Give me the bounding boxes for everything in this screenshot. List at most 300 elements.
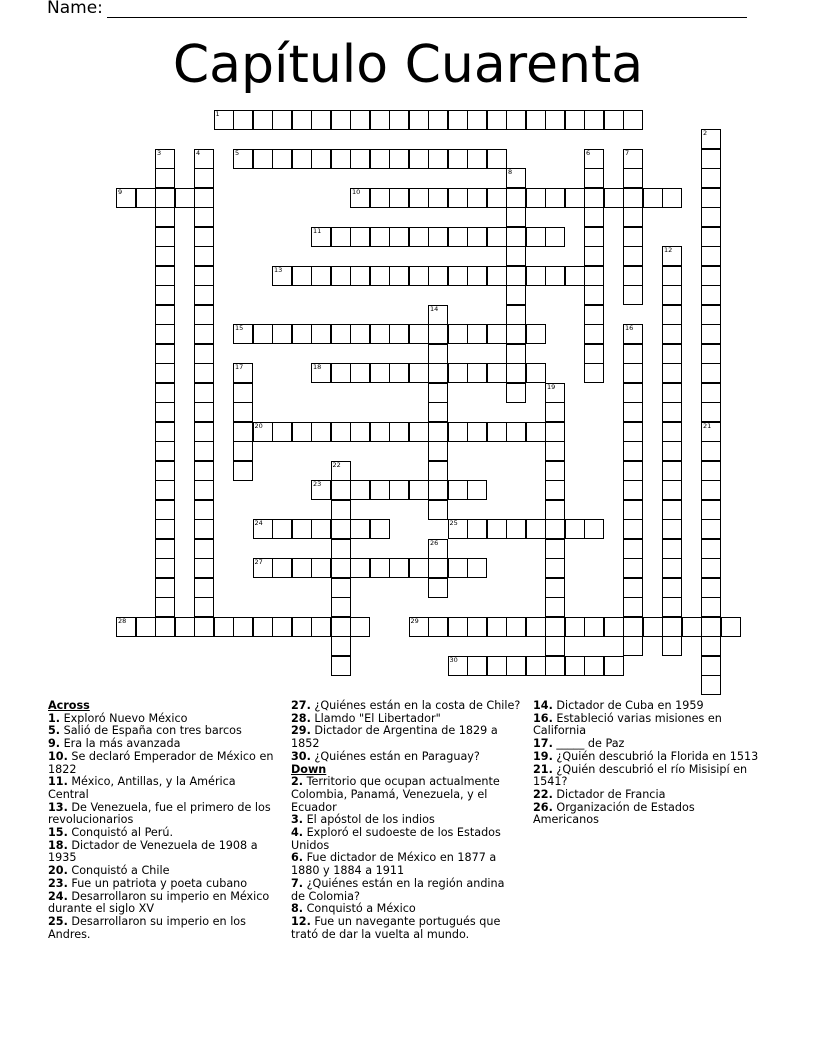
crossword-cell[interactable] <box>409 324 429 344</box>
crossword-cell[interactable] <box>467 363 487 383</box>
crossword-cell[interactable] <box>584 207 604 227</box>
crossword-cell[interactable] <box>155 246 175 266</box>
crossword-cell[interactable] <box>448 324 468 344</box>
crossword-cell[interactable] <box>155 578 175 598</box>
crossword-cell[interactable] <box>311 363 331 383</box>
crossword-cell[interactable] <box>331 110 351 130</box>
crossword-cell[interactable] <box>155 500 175 520</box>
crossword-cell[interactable] <box>253 324 273 344</box>
crossword-cell[interactable] <box>370 324 390 344</box>
crossword-cell[interactable] <box>194 461 214 481</box>
crossword-cell[interactable] <box>584 656 604 676</box>
crossword-cell[interactable] <box>545 461 565 481</box>
crossword-cell[interactable] <box>545 110 565 130</box>
crossword-cell[interactable] <box>584 227 604 247</box>
crossword-cell[interactable] <box>311 110 331 130</box>
crossword-cell[interactable] <box>506 383 526 403</box>
crossword-cell[interactable] <box>506 422 526 442</box>
crossword-cell[interactable] <box>428 578 448 598</box>
crossword-cell[interactable] <box>155 539 175 559</box>
crossword-cell[interactable] <box>623 149 643 169</box>
crossword-cell[interactable] <box>506 363 526 383</box>
crossword-cell[interactable] <box>428 110 448 130</box>
crossword-cell[interactable] <box>662 305 682 325</box>
crossword-cell[interactable] <box>292 324 312 344</box>
crossword-cell[interactable] <box>526 324 546 344</box>
crossword-cell[interactable] <box>467 324 487 344</box>
crossword-cell[interactable] <box>448 149 468 169</box>
crossword-cell[interactable] <box>428 344 448 364</box>
crossword-cell[interactable] <box>253 422 273 442</box>
crossword-cell[interactable] <box>409 363 429 383</box>
crossword-cell[interactable] <box>331 617 351 637</box>
crossword-cell[interactable] <box>292 266 312 286</box>
crossword-cell[interactable] <box>448 656 468 676</box>
crossword-cell[interactable] <box>545 480 565 500</box>
crossword-cell[interactable] <box>467 188 487 208</box>
crossword-cell[interactable] <box>253 617 273 637</box>
crossword-cell[interactable] <box>194 500 214 520</box>
crossword-cell[interactable] <box>623 344 643 364</box>
crossword-cell[interactable] <box>701 578 721 598</box>
crossword-cell[interactable] <box>370 558 390 578</box>
crossword-cell[interactable] <box>331 480 351 500</box>
crossword-cell[interactable] <box>194 617 214 637</box>
crossword-cell[interactable] <box>155 363 175 383</box>
crossword-cell[interactable] <box>350 480 370 500</box>
crossword-cell[interactable] <box>662 500 682 520</box>
crossword-cell[interactable] <box>194 480 214 500</box>
crossword-cell[interactable] <box>623 110 643 130</box>
crossword-cell[interactable] <box>331 422 351 442</box>
crossword-cell[interactable] <box>233 363 253 383</box>
crossword-cell[interactable] <box>701 441 721 461</box>
crossword-cell[interactable] <box>194 519 214 539</box>
crossword-cell[interactable] <box>623 324 643 344</box>
crossword-cell[interactable] <box>292 558 312 578</box>
crossword-cell[interactable] <box>623 188 643 208</box>
crossword-cell[interactable] <box>428 480 448 500</box>
crossword-cell[interactable] <box>584 168 604 188</box>
crossword-cell[interactable] <box>155 149 175 169</box>
crossword-cell[interactable] <box>623 500 643 520</box>
crossword-cell[interactable] <box>448 558 468 578</box>
crossword-cell[interactable] <box>389 363 409 383</box>
crossword-cell[interactable] <box>272 266 292 286</box>
crossword-cell[interactable] <box>565 519 585 539</box>
crossword-cell[interactable] <box>701 480 721 500</box>
crossword-cell[interactable] <box>487 266 507 286</box>
crossword-cell[interactable] <box>623 519 643 539</box>
crossword-cell[interactable] <box>136 617 156 637</box>
crossword-cell[interactable] <box>545 383 565 403</box>
crossword-cell[interactable] <box>623 207 643 227</box>
crossword-cell[interactable] <box>701 149 721 169</box>
crossword-cell[interactable] <box>604 617 624 637</box>
crossword-cell[interactable] <box>506 266 526 286</box>
crossword-cell[interactable] <box>233 324 253 344</box>
crossword-cell[interactable] <box>682 617 702 637</box>
crossword-cell[interactable] <box>409 188 429 208</box>
crossword-cell[interactable] <box>116 188 136 208</box>
crossword-cell[interactable] <box>526 227 546 247</box>
crossword-cell[interactable] <box>311 422 331 442</box>
crossword-cell[interactable] <box>155 422 175 442</box>
crossword-cell[interactable] <box>701 324 721 344</box>
crossword-cell[interactable] <box>623 617 643 637</box>
crossword-cell[interactable] <box>233 383 253 403</box>
crossword-cell[interactable] <box>623 227 643 247</box>
crossword-cell[interactable] <box>233 617 253 637</box>
crossword-cell[interactable] <box>370 519 390 539</box>
crossword-cell[interactable] <box>701 266 721 286</box>
crossword-cell[interactable] <box>448 363 468 383</box>
crossword-cell[interactable] <box>116 617 136 637</box>
crossword-cell[interactable] <box>545 617 565 637</box>
crossword-cell[interactable] <box>253 519 273 539</box>
crossword-cell[interactable] <box>623 168 643 188</box>
crossword-cell[interactable] <box>253 558 273 578</box>
crossword-cell[interactable] <box>565 110 585 130</box>
crossword-cell[interactable] <box>389 266 409 286</box>
crossword-cell[interactable] <box>155 617 175 637</box>
crossword-cell[interactable] <box>331 227 351 247</box>
crossword-cell[interactable] <box>662 539 682 559</box>
crossword-cell[interactable] <box>194 149 214 169</box>
crossword-cell[interactable] <box>428 383 448 403</box>
crossword-cell[interactable] <box>584 617 604 637</box>
crossword-cell[interactable] <box>701 246 721 266</box>
crossword-cell[interactable] <box>662 636 682 656</box>
crossword-cell[interactable] <box>194 363 214 383</box>
crossword-cell[interactable] <box>194 246 214 266</box>
crossword-cell[interactable] <box>662 188 682 208</box>
crossword-cell[interactable] <box>487 149 507 169</box>
crossword-cell[interactable] <box>194 539 214 559</box>
crossword-cell[interactable] <box>545 441 565 461</box>
crossword-cell[interactable] <box>331 461 351 481</box>
crossword-cell[interactable] <box>331 578 351 598</box>
crossword-cell[interactable] <box>331 539 351 559</box>
crossword-cell[interactable] <box>194 168 214 188</box>
crossword-cell[interactable] <box>623 383 643 403</box>
crossword-cell[interactable] <box>331 558 351 578</box>
crossword-cell[interactable] <box>331 636 351 656</box>
crossword-cell[interactable] <box>526 617 546 637</box>
crossword-cell[interactable] <box>623 285 643 305</box>
name-field[interactable] <box>47 0 747 18</box>
crossword-cell[interactable] <box>506 188 526 208</box>
crossword-cell[interactable] <box>311 480 331 500</box>
crossword-cell[interactable] <box>448 617 468 637</box>
crossword-cell[interactable] <box>487 656 507 676</box>
crossword-cell[interactable] <box>506 519 526 539</box>
crossword-cell[interactable] <box>526 656 546 676</box>
crossword-cell[interactable] <box>175 617 195 637</box>
crossword-cell[interactable] <box>701 636 721 656</box>
crossword-cell[interactable] <box>350 110 370 130</box>
crossword-cell[interactable] <box>428 188 448 208</box>
crossword-cell[interactable] <box>584 188 604 208</box>
crossword-cell[interactable] <box>643 188 663 208</box>
crossword-cell[interactable] <box>194 285 214 305</box>
crossword-cell[interactable] <box>584 305 604 325</box>
crossword-cell[interactable] <box>487 324 507 344</box>
crossword-cell[interactable] <box>545 578 565 598</box>
crossword-cell[interactable] <box>155 168 175 188</box>
crossword-cell[interactable] <box>370 149 390 169</box>
crossword-cell[interactable] <box>584 324 604 344</box>
crossword-cell[interactable] <box>545 188 565 208</box>
crossword-cell[interactable] <box>701 305 721 325</box>
crossword-cell[interactable] <box>701 402 721 422</box>
crossword-cell[interactable] <box>701 656 721 676</box>
crossword-cell[interactable] <box>565 266 585 286</box>
crossword-cell[interactable] <box>292 519 312 539</box>
crossword-cell[interactable] <box>701 188 721 208</box>
crossword-cell[interactable] <box>526 110 546 130</box>
crossword-cell[interactable] <box>662 266 682 286</box>
crossword-cell[interactable] <box>623 558 643 578</box>
crossword-cell[interactable] <box>662 285 682 305</box>
crossword-cell[interactable] <box>565 656 585 676</box>
crossword-cell[interactable] <box>701 539 721 559</box>
crossword-cell[interactable] <box>389 110 409 130</box>
crossword-cell[interactable] <box>194 266 214 286</box>
crossword-cell[interactable] <box>253 110 273 130</box>
crossword-cell[interactable] <box>701 461 721 481</box>
crossword-cell[interactable] <box>233 422 253 442</box>
crossword-cell[interactable] <box>389 558 409 578</box>
crossword-cell[interactable] <box>467 480 487 500</box>
crossword-cell[interactable] <box>701 207 721 227</box>
crossword-cell[interactable] <box>311 558 331 578</box>
crossword-cell[interactable] <box>545 402 565 422</box>
crossword-cell[interactable] <box>701 344 721 364</box>
crossword-cell[interactable] <box>448 188 468 208</box>
crossword-cell[interactable] <box>311 149 331 169</box>
crossword-cell[interactable] <box>662 519 682 539</box>
crossword-cell[interactable] <box>350 422 370 442</box>
crossword-cell[interactable] <box>506 168 526 188</box>
crossword-cell[interactable] <box>584 149 604 169</box>
crossword-cell[interactable] <box>467 149 487 169</box>
crossword-cell[interactable] <box>428 305 448 325</box>
crossword-cell[interactable] <box>545 656 565 676</box>
crossword-cell[interactable] <box>584 246 604 266</box>
crossword-cell[interactable] <box>428 402 448 422</box>
crossword-cell[interactable] <box>331 363 351 383</box>
crossword-cell[interactable] <box>487 422 507 442</box>
crossword-cell[interactable] <box>506 324 526 344</box>
crossword-cell[interactable] <box>155 324 175 344</box>
crossword-cell[interactable] <box>350 188 370 208</box>
crossword-cell[interactable] <box>623 480 643 500</box>
crossword-cell[interactable] <box>448 266 468 286</box>
crossword-cell[interactable] <box>526 363 546 383</box>
crossword-cell[interactable] <box>506 207 526 227</box>
crossword-cell[interactable] <box>155 305 175 325</box>
crossword-cell[interactable] <box>545 422 565 442</box>
crossword-cell[interactable] <box>526 188 546 208</box>
crossword-cell[interactable] <box>584 363 604 383</box>
crossword-cell[interactable] <box>350 363 370 383</box>
crossword-cell[interactable] <box>311 227 331 247</box>
crossword-cell[interactable] <box>448 110 468 130</box>
crossword-cell[interactable] <box>194 227 214 247</box>
crossword-cell[interactable] <box>194 558 214 578</box>
crossword-cell[interactable] <box>487 227 507 247</box>
crossword-cell[interactable] <box>389 188 409 208</box>
crossword-cell[interactable] <box>448 480 468 500</box>
crossword-cell[interactable] <box>662 461 682 481</box>
crossword-cell[interactable] <box>350 149 370 169</box>
crossword-cell[interactable] <box>662 422 682 442</box>
crossword-cell[interactable] <box>272 110 292 130</box>
crossword-cell[interactable] <box>565 188 585 208</box>
crossword-cell[interactable] <box>370 266 390 286</box>
crossword-cell[interactable] <box>467 519 487 539</box>
crossword-cell[interactable] <box>370 110 390 130</box>
crossword-cell[interactable] <box>701 227 721 247</box>
crossword-cell[interactable] <box>701 597 721 617</box>
crossword-cell[interactable] <box>292 617 312 637</box>
crossword-cell[interactable] <box>545 558 565 578</box>
crossword-cell[interactable] <box>428 617 448 637</box>
crossword-cell[interactable] <box>545 519 565 539</box>
crossword-cell[interactable] <box>701 285 721 305</box>
crossword-cell[interactable] <box>233 402 253 422</box>
crossword-cell[interactable] <box>409 422 429 442</box>
crossword-cell[interactable] <box>253 149 273 169</box>
crossword-cell[interactable] <box>331 324 351 344</box>
crossword-cell[interactable] <box>701 363 721 383</box>
crossword-cell[interactable] <box>545 636 565 656</box>
crossword-cell[interactable] <box>428 539 448 559</box>
crossword-cell[interactable] <box>155 266 175 286</box>
crossword-cell[interactable] <box>155 383 175 403</box>
crossword-cell[interactable] <box>350 227 370 247</box>
crossword-cell[interactable] <box>233 441 253 461</box>
crossword-cell[interactable] <box>428 227 448 247</box>
crossword-cell[interactable] <box>214 110 234 130</box>
crossword-cell[interactable] <box>448 227 468 247</box>
crossword-cell[interactable] <box>623 578 643 598</box>
crossword-cell[interactable] <box>662 363 682 383</box>
crossword-cell[interactable] <box>370 227 390 247</box>
crossword-cell[interactable] <box>506 617 526 637</box>
crossword-cell[interactable] <box>389 480 409 500</box>
crossword-cell[interactable] <box>545 597 565 617</box>
crossword-cell[interactable] <box>701 617 721 637</box>
crossword-cell[interactable] <box>526 422 546 442</box>
crossword-cell[interactable] <box>409 266 429 286</box>
crossword-cell[interactable] <box>467 227 487 247</box>
crossword-cell[interactable] <box>701 558 721 578</box>
crossword-cell[interactable] <box>604 656 624 676</box>
crossword-cell[interactable] <box>604 188 624 208</box>
crossword-cell[interactable] <box>272 558 292 578</box>
crossword-cell[interactable] <box>155 344 175 364</box>
crossword-cell[interactable] <box>701 129 721 149</box>
crossword-cell[interactable] <box>584 285 604 305</box>
crossword-cell[interactable] <box>155 402 175 422</box>
crossword-cell[interactable] <box>331 597 351 617</box>
crossword-cell[interactable] <box>350 324 370 344</box>
crossword-cell[interactable] <box>350 519 370 539</box>
crossword-cell[interactable] <box>194 422 214 442</box>
crossword-cell[interactable] <box>643 617 663 637</box>
crossword-cell[interactable] <box>292 422 312 442</box>
crossword-cell[interactable] <box>506 285 526 305</box>
crossword-cell[interactable] <box>194 597 214 617</box>
crossword-cell[interactable] <box>506 656 526 676</box>
crossword-cell[interactable] <box>467 266 487 286</box>
crossword-cell[interactable] <box>701 422 721 442</box>
crossword-cell[interactable] <box>428 500 448 520</box>
crossword-cell[interactable] <box>428 266 448 286</box>
crossword-cell[interactable] <box>370 422 390 442</box>
crossword-cell[interactable] <box>604 110 624 130</box>
crossword-cell[interactable] <box>623 461 643 481</box>
crossword-cell[interactable] <box>662 617 682 637</box>
crossword-cell[interactable] <box>136 188 156 208</box>
crossword-cell[interactable] <box>428 422 448 442</box>
crossword-cell[interactable] <box>428 441 448 461</box>
crossword-cell[interactable] <box>662 558 682 578</box>
crossword-cell[interactable] <box>155 227 175 247</box>
crossword-cell[interactable] <box>409 617 429 637</box>
crossword-cell[interactable] <box>272 324 292 344</box>
crossword-cell[interactable] <box>662 597 682 617</box>
crossword-cell[interactable] <box>370 363 390 383</box>
crossword-cell[interactable] <box>409 558 429 578</box>
crossword-cell[interactable] <box>721 617 741 637</box>
crossword-cell[interactable] <box>701 383 721 403</box>
crossword-cell[interactable] <box>506 246 526 266</box>
crossword-cell[interactable] <box>389 324 409 344</box>
crossword-cell[interactable] <box>623 636 643 656</box>
crossword-cell[interactable] <box>331 656 351 676</box>
crossword-cell[interactable] <box>623 422 643 442</box>
crossword-cell[interactable] <box>233 110 253 130</box>
crossword-cell[interactable] <box>662 480 682 500</box>
crossword-cell[interactable] <box>662 578 682 598</box>
crossword-cell[interactable] <box>506 227 526 247</box>
crossword-cell[interactable] <box>155 188 175 208</box>
crossword-cell[interactable] <box>467 110 487 130</box>
crossword-cell[interactable] <box>155 519 175 539</box>
crossword-cell[interactable] <box>409 227 429 247</box>
crossword-cell[interactable] <box>272 422 292 442</box>
crossword-cell[interactable] <box>428 558 448 578</box>
crossword-cell[interactable] <box>194 188 214 208</box>
crossword-cell[interactable] <box>662 402 682 422</box>
crossword-cell[interactable] <box>623 597 643 617</box>
crossword-cell[interactable] <box>526 266 546 286</box>
crossword-cell[interactable] <box>662 383 682 403</box>
crossword-cell[interactable] <box>331 266 351 286</box>
crossword-cell[interactable] <box>623 246 643 266</box>
crossword-cell[interactable] <box>526 519 546 539</box>
crossword-cell[interactable] <box>623 402 643 422</box>
crossword-cell[interactable] <box>662 441 682 461</box>
crossword-cell[interactable] <box>194 441 214 461</box>
crossword-cell[interactable] <box>545 227 565 247</box>
crossword-cell[interactable] <box>428 324 448 344</box>
crossword-cell[interactable] <box>389 422 409 442</box>
crossword-cell[interactable] <box>487 188 507 208</box>
